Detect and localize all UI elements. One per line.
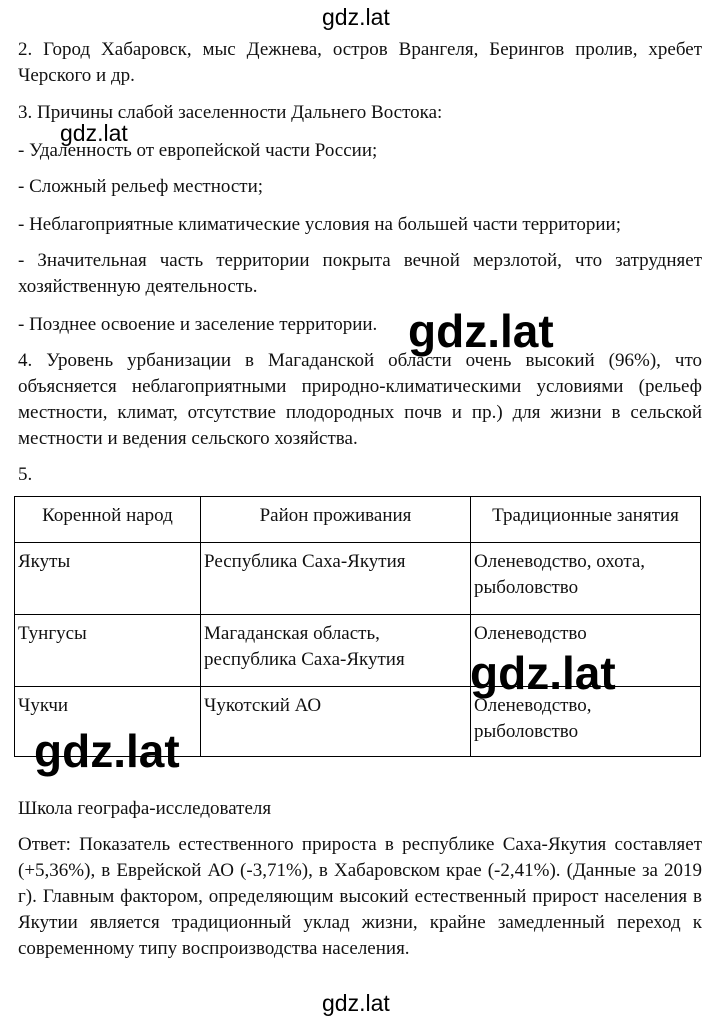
table-header-cell: Традиционные занятия bbox=[471, 497, 701, 543]
watermark-logo: gdz.lat bbox=[322, 4, 390, 30]
table-header-row bbox=[15, 497, 701, 543]
table-cell: Чукотский АО bbox=[201, 687, 471, 757]
table-cell: Тунгусы bbox=[15, 615, 201, 687]
answer-3-item: - Удаленность от европейской части России; bbox=[18, 140, 378, 161]
answer-3-item: - Неблагоприятные климатические условия на большей части территории; bbox=[18, 214, 621, 235]
table-cell: Оленеводство, охота, рыболовство bbox=[471, 543, 701, 615]
table-header-cell: Коренной народ bbox=[15, 497, 201, 543]
answer-3-item: - Позднее освоение и заселение территории. bbox=[18, 314, 378, 335]
indigenous-peoples-table bbox=[14, 496, 701, 757]
watermark-logo: gdz.lat bbox=[408, 305, 554, 357]
watermark-logo: gdz.lat bbox=[60, 120, 128, 146]
answer-4: 4. Уровень урбанизации в Магаданской области очень высокий (96%), что объясняется неблагоприятными природно-климатическими условиями (рельеф местности, климат, отсутствие плодородных почв и пр.) для жизни в сельской местности и ведения сельского хозяйства. bbox=[18, 350, 702, 449]
school-title: Школа географа-исследователя bbox=[18, 798, 272, 819]
watermark-logo: gdz.lat bbox=[34, 725, 180, 777]
answer-3-item: - Сложный рельеф местности; bbox=[18, 176, 264, 197]
table-header-cell: Район проживания bbox=[201, 497, 471, 543]
answer-3-item: - Значительная часть территории покрыта вечной мерзлотой, что затрудняет хозяйственную деятельность. bbox=[18, 250, 702, 297]
watermark-logo: gdz.lat bbox=[470, 647, 616, 699]
table-cell: Чукчи bbox=[15, 687, 201, 757]
table-cell: Магаданская область, республика Саха-Якутия bbox=[201, 615, 471, 687]
school-answer: Ответ: Показатель естественного прироста в республике Саха-Якутия составляет (+5,36%), в Еврейской АО (-3,71%), в Хабаровском крае (-2,41%). (Данные за 2019 г). Главным фактором, определяющим высокий естественный прирост населения в Якутии является традиционный уклад жизни, крайне замедленный переход к современному типу воспроизводства населения. bbox=[18, 834, 702, 959]
answer-5-label: 5. bbox=[18, 464, 33, 485]
watermark-logo: gdz.lat bbox=[322, 990, 390, 1016]
answer-3-title: 3. Причины слабой заселенности Дальнего Востока: bbox=[18, 102, 443, 123]
table-row bbox=[15, 543, 701, 615]
table-cell: Якуты bbox=[15, 543, 201, 615]
answer-2: 2. Город Хабаровск, мыс Дежнева, остров Врангеля, Берингов пролив, хребет Черского и др. bbox=[18, 39, 702, 86]
table-cell: Оленеводство bbox=[471, 615, 701, 687]
table-cell: Оленеводство, рыболовство bbox=[471, 687, 701, 757]
table-cell: Республика Саха-Якутия bbox=[201, 543, 471, 615]
